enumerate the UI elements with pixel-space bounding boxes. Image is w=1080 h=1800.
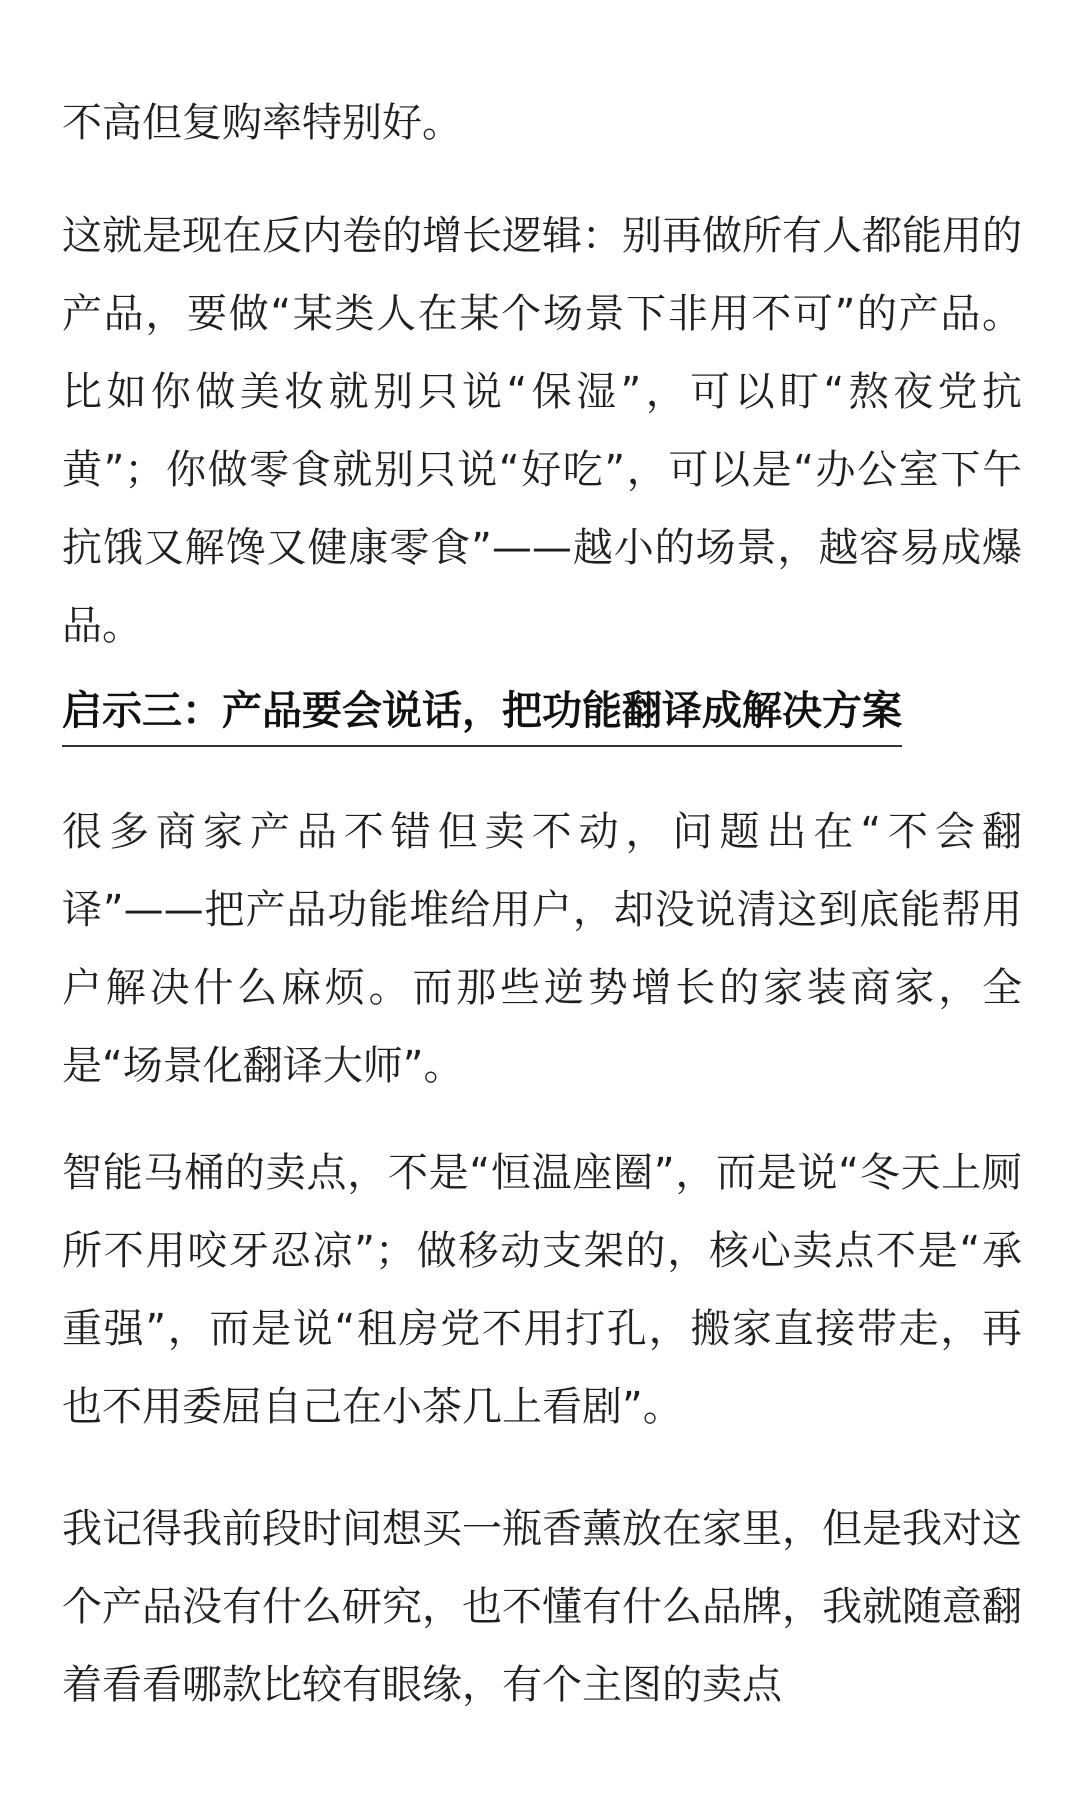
section-heading: 启示三：产品要会说话，把功能翻译成解决方案 (62, 683, 902, 747)
paragraph-aroma-story: 我记得我前段时间想买一瓶香薰放在家里，但是我对这个产品没有什么研究，也不懂有什么品牌，我就随意翻着看看哪款比较有眼缘，有个主图的卖点 (62, 1506, 1022, 1708)
paragraph-growth-logic: 这就是现在反内卷的增长逻辑：别再做所有人都能用的产品，要做“某类人在某个场景下非用不可”的产品。比如你做美妆就别只说“保湿”，可以盯“熬夜党抗黄”；你做零食就别只说“好吃”，可以是“办公室下午抗饿又解馋又健康零食”——越小的场景，越容易成爆品。 (62, 213, 1022, 649)
paragraph-translation-problem: 很多商家产品不错但卖不动，问题出在“不会翻译”——把产品功能堆给用户，却没说清这到底能帮用户解决什么麻烦。而那些逆势增长的家装商家，全是“场景化翻译大师”。 (62, 809, 1022, 1089)
paragraph-examples: 智能马桶的卖点，不是“恒温座圈”，而是说“冬天上厕所不用咬牙忍凉”；做移动支架的，核心卖点不是“承重强”，而是说“租房党不用打孔，搬家直接带走，再也不用委屈自己在小茶几上看剧”。 (62, 1150, 1022, 1430)
paragraph-repurchase: 不高但复购率特别好。 (62, 100, 462, 146)
